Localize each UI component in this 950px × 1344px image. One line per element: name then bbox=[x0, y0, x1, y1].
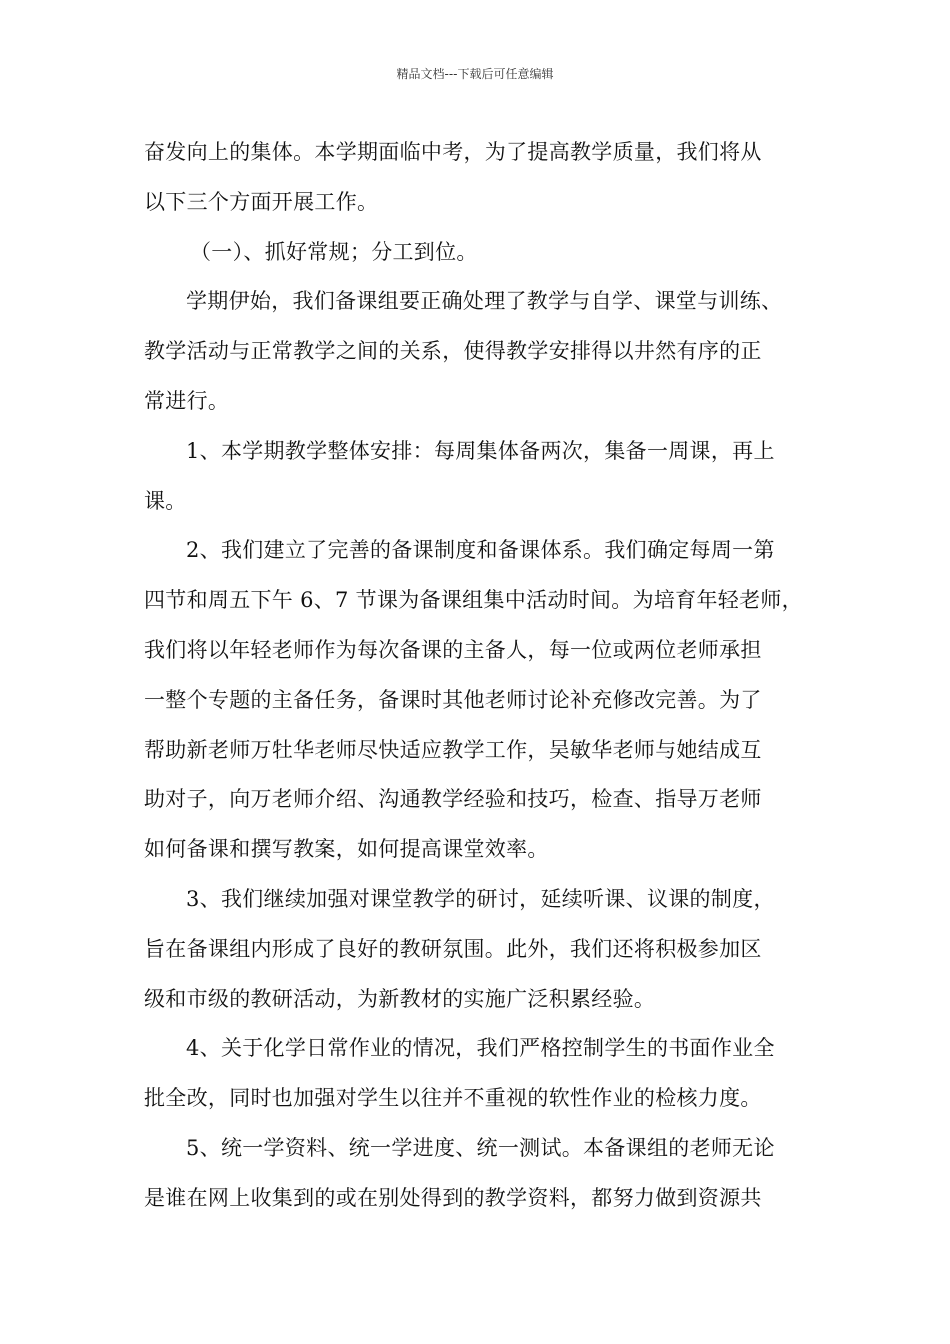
text-line: 是谁在网上收集到的或在别处得到的教学资料，都努力做到资源共 bbox=[144, 1185, 762, 1210]
text-line: 2、我们建立了完善的备课制度和备课体系。我们确定每周一第 bbox=[186, 538, 775, 563]
text-line: 4、关于化学日常作业的情况，我们严格控制学生的书面作业全 bbox=[186, 1036, 775, 1061]
text-line: 1、本学期教学整体安排：每周集体备两次，集备一周课，再上 bbox=[186, 438, 775, 463]
text-line: 四节和周五下午 6、7 节课为备课组集中活动时间。为培育年轻老师， bbox=[144, 588, 803, 613]
text-line: 我们将以年轻老师作为每次备课的主备人，每一位或两位老师承担 bbox=[144, 637, 762, 662]
text-line: 旨在备课组内形成了良好的教研氛围。此外，我们还将积极参加区 bbox=[144, 936, 762, 961]
text-line: 如何备课和撰写教案，如何提高课堂效率。 bbox=[144, 837, 549, 862]
text-line: 5、统一学资料、统一学进度、统一测试。本备课组的老师无论 bbox=[186, 1135, 775, 1160]
text-line: 批全改，同时也加强对学生以往并不重视的软性作业的检核力度。 bbox=[144, 1086, 762, 1111]
text-line: 常进行。 bbox=[144, 388, 230, 413]
text-line: 课。 bbox=[144, 488, 187, 513]
text-line: 3、我们继续加强对课堂教学的研讨，延续听课、议课的制度， bbox=[186, 886, 775, 911]
text-line: 助对子，向万老师介绍、沟通教学经验和技巧，检查、指导万老师 bbox=[144, 787, 762, 812]
body-text bbox=[144, 128, 824, 1224]
text-line: 一整个专题的主备任务，备课时其他老师讨论补充修改完善。为了 bbox=[144, 687, 762, 712]
text-line: 奋发向上的集体。本学期面临中考，为了提高教学质量，我们将从 bbox=[144, 140, 762, 164]
text-line: 级和市级的教研活动，为新教材的实施广泛积累经验。 bbox=[144, 986, 656, 1011]
text-line: 教学活动与正常教学之间的关系，使得教学安排得以井然有序的正 bbox=[144, 339, 762, 364]
text-line: 以下三个方面开展工作。 bbox=[144, 189, 379, 214]
text-line: （一）、抓好常规；分工到位。 bbox=[190, 239, 478, 264]
page-header: 精品文档---下载后可任意编辑 bbox=[396, 67, 554, 81]
text-line: 帮助新老师万牡华老师尽快适应教学工作，吴敏华老师与她结成互 bbox=[144, 737, 762, 762]
text-line: 学期伊始，我们备课组要正确处理了教学与自学、课堂与训练、 bbox=[186, 289, 783, 314]
